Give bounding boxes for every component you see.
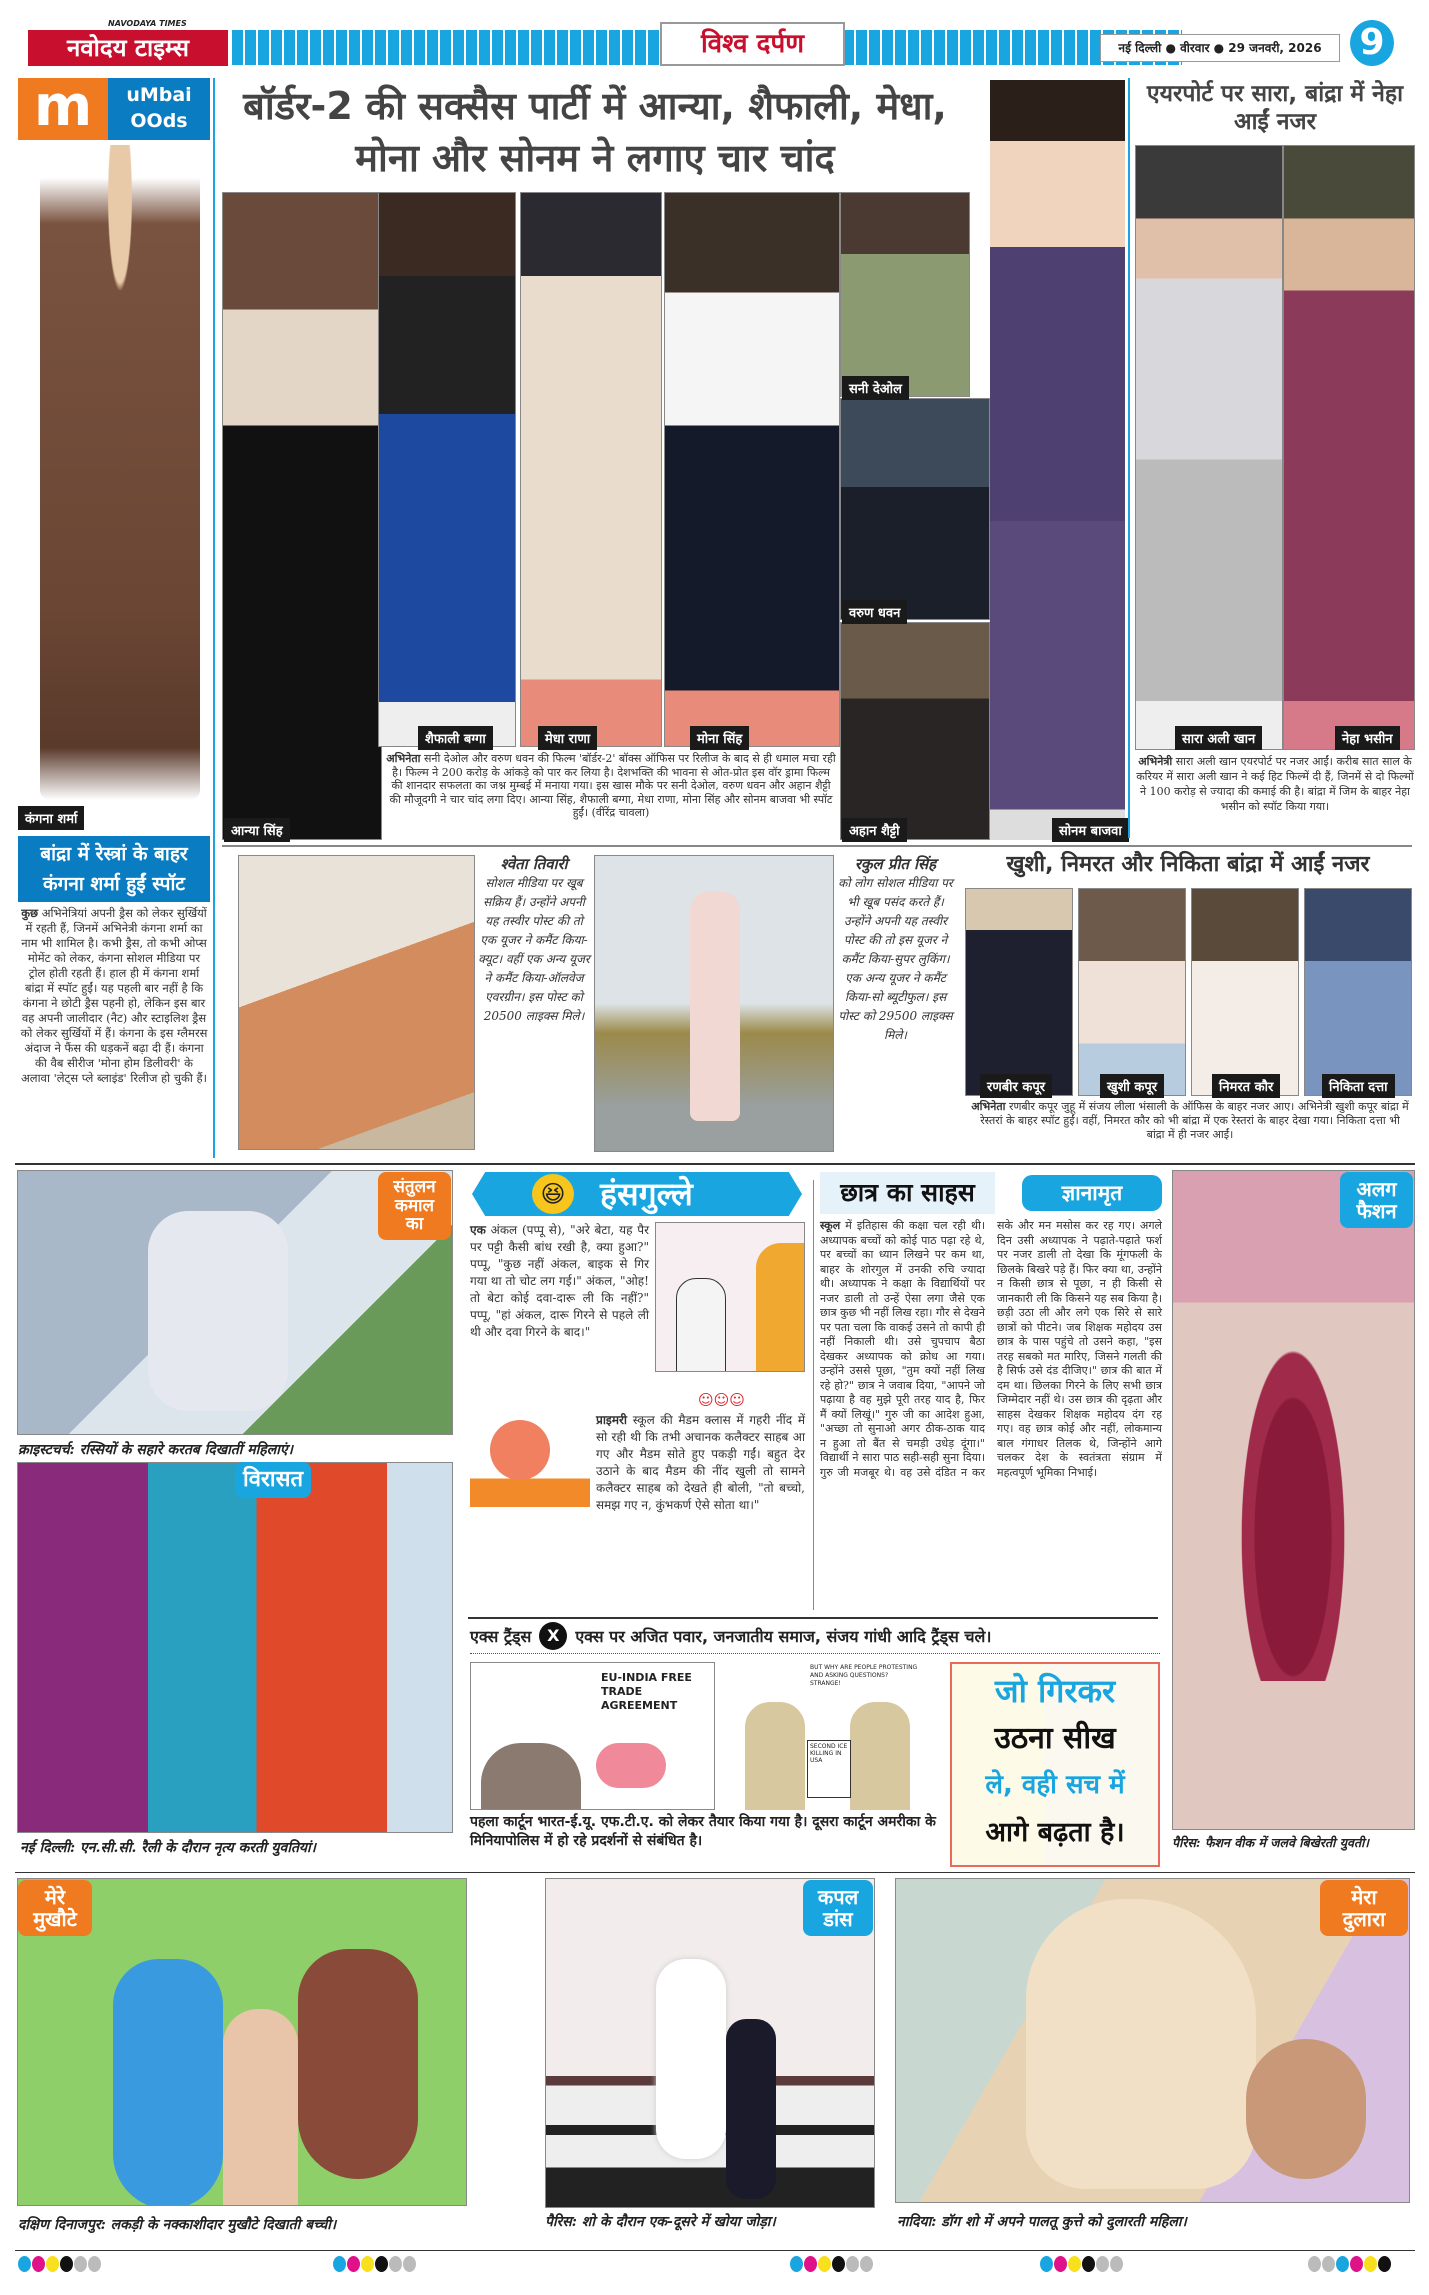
label-sara: सारा अली खान xyxy=(1175,726,1262,750)
kangana-article xyxy=(20,906,208,1086)
mumbai-moods-logo xyxy=(18,74,210,140)
moods-line1: uMbai xyxy=(126,84,192,106)
photo-ahan xyxy=(840,622,990,840)
dog-tag: मेरा दुलारा xyxy=(1320,1880,1408,1936)
photo-fashion xyxy=(1172,1170,1415,1830)
cartoon1-text: EU-INDIA FREE TRADE AGREEMENT xyxy=(601,1671,692,1712)
divider xyxy=(468,1617,1158,1619)
sleeping-girl-illustration xyxy=(470,1412,590,1507)
column-rule xyxy=(213,78,215,1158)
shweta-body: सोशल मीडिया पर खूब सक्रिय हैं। उन्होंने अपनी यह तस्वीर पोस्ट की तो एक यूजर ने कमैंट किया-क्यूट। वहीं एक अन्य यूजर ने कमैंट किया-ऑलवेज एवरग्रीन। इस पोस्ट को 20500 लाइक्स मिले। xyxy=(478,876,590,1023)
ballerina xyxy=(656,1959,726,2159)
airport-lead: अभिनेत्री xyxy=(1138,755,1173,768)
dance-tag: कपल डांस xyxy=(803,1880,873,1936)
dateline: नई दिल्ली ● वीरवार ● 29 जनवरी, 2026 xyxy=(1100,34,1340,62)
smileys-icon: ☺☺☺ xyxy=(698,1391,745,1409)
quote-line-4: आगे बढ़ता है। xyxy=(985,1817,1125,1848)
label-sunny: सनी देओल xyxy=(842,376,909,400)
x-logo-icon: X xyxy=(539,1622,567,1650)
joke-1 xyxy=(470,1222,805,1372)
photo-khushi xyxy=(1078,888,1186,1096)
officer-1 xyxy=(745,1702,805,1810)
cartoon2-newspaper: SECOND ICE KILLING IN USA xyxy=(807,1740,851,1798)
joke2-body: स्कूल की मैडम क्लास में गहरी नींद में सो रही थी कि तभी अचानक कलैक्टर साहब आ गए और मैडम सोते हुए पकड़ी गईं। बहुत देर उठाने के बाद मैडम की नींद खुली तो सामने कलैक्टर साहब को देखते ही बोली, "तो बच्चो, समझ गए न, कुंभकर्ण ऐसे सोता था।" xyxy=(596,1413,805,1512)
label-aanya: आन्या सिंह xyxy=(224,818,290,842)
brown-mask xyxy=(298,1949,418,2179)
heritage-tag: विरासत xyxy=(235,1462,311,1498)
elephant xyxy=(481,1743,581,1810)
acrobat-tag: संतुलन कमाल का xyxy=(378,1172,451,1240)
trends-label: एक्स ट्रैंड्स xyxy=(470,1627,532,1646)
dog-caption: नादिया: डॉग शो में अपने पालतू कुत्ते को दुलारती महिला। xyxy=(897,2214,1187,2230)
joke-2 xyxy=(470,1412,805,1514)
masks-tag: मेरे मुखौटे xyxy=(18,1880,92,1936)
color-dots xyxy=(333,2256,417,2276)
bandra-headline: खुशी, निमरत और निकिता बांद्रा में आईं नजर xyxy=(1006,852,1370,877)
rakul-body: को लोग सोशल मीडिया पर भी खूब पसंद करते हैं। उन्होंने अपनी यह तस्वीर पोस्ट की तो इस यूजर ने कमैंट किया-सुपर लुकिंग। एक अन्य यूजर ने कमैंट किया-सो ब्यूटीफुल। इस पोस्ट को 29500 लाइक्स मिले। xyxy=(838,876,953,1042)
color-dots xyxy=(18,2256,102,2276)
photo-rakul xyxy=(594,855,834,1152)
label-ahan: अहान शैट्टी xyxy=(842,818,907,842)
jokes-title: हंसगुल्ले xyxy=(600,1175,693,1213)
cartoon-police xyxy=(725,1662,945,1810)
photo-shweta xyxy=(238,855,475,1150)
divider xyxy=(15,1872,1415,1873)
masthead-small: NAVODAYA TIMES xyxy=(108,19,187,28)
story-lead: स्कूल xyxy=(820,1219,841,1232)
shweta-text xyxy=(478,855,590,1026)
quote-line-1: जो गिरकर xyxy=(994,1672,1116,1710)
label-sonam: सोनम बाजवा xyxy=(1052,818,1129,842)
label-ranbir: रणबीर कपूर xyxy=(980,1074,1052,1098)
border-body: सनी देओल और वरुण धवन की फिल्म 'बॉर्डर-2' बॉक्स ऑफिस पर रिलीज के बाद से ही धमाल मचा रही है। फिल्म ने 200 करोड़ के आंकड़े को पार कर लिया है। देशभक्ति की भावना से ओत-प्रोत इस वॉर ड्रामा फिल्म की शानदार सफलता का जश्न मुम्बई में मनाया गया। इस खास मौके पर सनी देओल, वरुण धवन और अहान शैट्टी की मौजूदगी ने चार चांद लगा दिए। आन्या सिंह, शैफाली बग्गा, मेधा राणा, मोना सिंह और सोनम बाजवा भी स्पॉट हुईं। (वींरेंद्र चावला) xyxy=(389,752,836,819)
photo-heritage xyxy=(17,1462,453,1833)
rakul-name: रकुल प्रीत सिंह xyxy=(854,855,937,873)
photo-sara xyxy=(1135,145,1283,750)
heritage-caption: नई दिल्ली: एन.सी.सी. रैली के दौरान नृत्य करती युवतियां। xyxy=(20,1840,316,1856)
trends-bar xyxy=(470,1622,1160,1654)
dance-caption: पैरिस: शो के दौरान एक-दूसरे में खोया जोड़ा। xyxy=(545,2214,776,2230)
laughing-emoji-icon: 😆 xyxy=(532,1174,574,1214)
cartoon2-bubble: BUT WHY ARE PEOPLE PROTESTING AND ASKING QUESTIONS? STRANGE! xyxy=(810,1664,918,1687)
masks-caption: दक्षिण दिनाजपुर: लकड़ी के नक्काशीदार मुखौटे दिखाती बच्ची। xyxy=(18,2217,337,2233)
joke2-lead: प्राइमरी xyxy=(596,1413,628,1427)
quote-line-3: ले, वही सच में xyxy=(985,1770,1125,1800)
photo-nikita xyxy=(1304,888,1412,1096)
label-varun: वरुण धवन xyxy=(842,600,907,624)
photo-sonam xyxy=(990,80,1125,840)
label-nikita: निकिता दत्ता xyxy=(1322,1074,1395,1098)
fashion-tag: अलग फैशन xyxy=(1340,1172,1413,1228)
girl-head xyxy=(490,1420,550,1480)
dress-shape xyxy=(690,891,740,1121)
kangana-body: अभिनेत्रियां अपनी ड्रैस को लेकर सुर्खियों में रहती हैं, जिनमें अभिनेत्री कंगना शर्मा का नाम भी शामिल है। कभी ड्रैस, तो कभी ओप्स मोमेंट को लेकर, कंगना सोशल मीडिया पर ट्रोल होती रहती हैं। हाल ही में कंगना शर्मा बांद्रा में स्पॉट हुईं। यह पहली बार नहीं है कि कंगना ने छोटी ड्रैस पहनी हो, लेकिन इस बार वह अपनी जालीदार (नैट) और स्टाइलिश ड्रैस को लेकर सुर्खियों में हैं। कंगना के इस ग्लैमरस अंदाज ने फैंस की धड़कनें बढ़ा दी हैं। कंगना की वैब सीरीज 'मोना होम डिलीवरी' के अलावा 'लेट्स प्ले ब्लाइंड' रिलीज हो चुकी हैं। xyxy=(20,906,208,1085)
joke1-body: अंकल (पप्पू से), "अरे बेटा, यह पैर पर पट्टी कैसी बांध रखी है, क्या हुआ?" पप्पू, "कुछ नहीं अंकल, बाइक से गिर गया था तो चोट लग गई।" अंकल, "ओह! तो बेटा कोई दवा-दारू ली कि नहीं?" पप्पू, "हां अंकल, दारू गिरने से पहले ली थी और दवा गिरने के बाद।" xyxy=(470,1223,649,1339)
moods-m: m xyxy=(18,78,108,140)
label-nimrat: निमरत कौर xyxy=(1212,1074,1280,1098)
airport-headline: एयरपोर्ट पर सारा, बांद्रा में नेहा आईं नजर xyxy=(1146,81,1404,135)
photo-neha xyxy=(1283,145,1415,750)
logo: नवोदय टाइम्स xyxy=(28,30,228,66)
airport-article xyxy=(1135,754,1415,814)
acrobat-shape xyxy=(148,1211,288,1411)
column-rule xyxy=(1128,78,1130,838)
column-rule xyxy=(813,1180,814,1610)
photo-mona xyxy=(664,192,840,747)
photo-ranbir xyxy=(965,888,1073,1096)
registration-marks xyxy=(18,2256,1418,2276)
cartoon-caption: पहला कार्टून भारत-ई.यू. एफ.टी.ए. को लेकर तैयार किया गया है। दूसरा कार्टून अमरीका के मिनियापोलिस में हो रहे प्रदर्शनों से संबंधित है। xyxy=(470,1814,936,1849)
story-article xyxy=(820,1172,1162,1480)
photo-shaifali xyxy=(378,192,516,747)
photo-sunny xyxy=(840,192,970,397)
quote-line-2: उठना सीख xyxy=(994,1721,1116,1756)
photo-nimrat xyxy=(1191,888,1299,1096)
kangana-photo xyxy=(40,145,200,800)
label-medha: मेधा राणा xyxy=(538,726,597,750)
label-khushi: खुशी कपूर xyxy=(1100,1074,1164,1098)
cartoon-eu-india xyxy=(470,1662,715,1810)
border-lead: अभिनेता xyxy=(386,752,421,765)
pappu-figure xyxy=(676,1278,726,1372)
photo-varun xyxy=(840,398,990,620)
officer-2 xyxy=(850,1702,910,1810)
moods-line2: OOds xyxy=(130,110,188,132)
color-dots xyxy=(1040,2256,1124,2276)
acrobat-caption: क्राइस्टचर्च: रस्सियों के सहारे करतब दिखातीं महिलाएं। xyxy=(18,1442,293,1458)
moods-text xyxy=(108,78,210,140)
airport-body: सारा अली खान एयरपोर्ट पर नजर आईं। करीब सात साल के करियर में सारा अली खान ने कई हिट फिल्में दी हैं, जिनमें से दो फिल्मों ने 100 करोड़ से ज्यादा की कमाई की है। बांद्रा में जिम के बाहर नेहा भसीन को स्पॉट किया गया। xyxy=(1136,755,1414,813)
fashion-caption: पैरिस: फैशन वीक में जलवे बिखेरती युवती। xyxy=(1172,1835,1370,1850)
shweta-name: श्वेता तिवारी xyxy=(500,855,568,873)
bull xyxy=(596,1743,666,1788)
girl xyxy=(223,2009,298,2206)
story-body: में इतिहास की कक्षा चल रही थी। अध्यापक बच्चों को कोई पाठ पढ़ा रहे थे, पर बच्चों का ध्यान लिखने पर कम था, बाहर के शोरगुल में उनकी रुचि ज्यादा थी। अध्यापक ने कक्षा के विद्यार्थियों पर नजर डाली तो उन्हें ऐसा लगा जैसे एक छात्र कुछ भी नहीं लिख रहा। गौर से देखने पर पता चला कि वाकई उसने तो कापी ही नहीं निकाली थी। उसे चुपचाप बैठा देखकर अध्यापक को क्रोध आ गया। उन्होंने उससे पूछा, "तुम क्यों नहीं लिख रहे हो?" छात्र ने जवाब दिया, "आपने जो पढ़ाया है वह मुझे पूरी तरह याद है, फिर मैं क्यों लिखूं।" गुरु जी का आदेश हुआ, "अच्छा तो सुनाओ अगर ठीक-ठाक याद न हुआ तो बैंत से चमड़ी उधेड़ दूंगा।" विद्यार्थी ने सारा पाठ सही-सही सुना दिया। गुरु जी मजबूर थे। वह उसे दंडित न कर सके और मन मसोस कर रह गए। अगले दिन उसी अध्यापक ने पढ़ाते-पढ़ाते फर्श पर नजर डाली तो देखा कि मूंगफली के छिलके बिखरे पड़े हैं। फिर क्या था, उन्होंने न किसी छात्र से पूछा, न ही किसी से जानकारी ली कि किसने यह सब किया है। छड़ी उठा ली और लगे एक सिरे से सारे छात्रों को पीटने। जब शिक्षक महोदय उस छात्र के पास पहुंचे तो उसने कहा, "इस तरह सबको मत मारिए, जिसने गलती की है सिर्फ उसे दंड दीजिए।" छात्र की बात में दम था। छिलका गिरने के लिए सभी छात्र जिम्मेदार नहीं थे। उस छात्र की दृढ़ता और साहस देखकर शिक्षक महोदय दंग रह गए। वह छात्र कोई और नहीं, लोकमान्य बाल गंगाधर तिलक थे, जिन्होंने आगे चलकर देश के स्वतंत्रता संग्राम में महत्वपूर्ण भूमिका निभाई। xyxy=(820,1219,1162,1479)
blue-mask xyxy=(113,1959,223,2206)
color-dots xyxy=(1308,2256,1392,2276)
bandra-article xyxy=(970,1100,1410,1142)
divider xyxy=(15,2250,1415,2251)
dog xyxy=(1026,1899,1256,2189)
kangana-lead: कुछ xyxy=(21,906,39,920)
cartoon-uncle-pappu xyxy=(655,1222,805,1372)
divider xyxy=(222,845,1412,847)
section-title: विश्व दर्पण xyxy=(660,22,845,66)
bandra-body: रणबीर कपूर जुहू में संजय लीला भंसाली के ऑफिस के बाहर नजर आए। अभिनेत्री खुशी कपूर बांद्रा में रेस्तरां के बाहर स्पॉट हुईं। वहीं, निमरत कौर को भी बांद्रा में एक रेस्तरां के बाहर देखा गया। निकिता दत्ता भी बांद्रा में ही नजर आईं। xyxy=(980,1100,1409,1141)
kangana-label: कंगना शर्मा xyxy=(18,806,84,830)
uncle-figure xyxy=(756,1243,805,1372)
story-title: छात्र का साहस xyxy=(820,1172,995,1214)
dress-shape xyxy=(1233,1321,1353,1681)
story-heading-row xyxy=(820,1172,1162,1214)
color-dots xyxy=(790,2256,874,2276)
label-shaifali: शैफाली बग्गा xyxy=(418,726,493,750)
border-headline: बॉर्डर-2 की सक्सैस पार्टी में आन्या, शैफाली, मेधा, मोना और सोनम ने लगाए चार चांद xyxy=(243,84,947,180)
divider xyxy=(15,1163,1415,1165)
rakul-text xyxy=(838,855,953,1045)
joke1-lead: एक xyxy=(470,1223,486,1237)
page-number: 9 xyxy=(1350,20,1394,66)
bandra-lead: अभिनेता xyxy=(971,1100,1006,1113)
photo-aanya xyxy=(222,192,382,840)
trends-text: एक्स पर अजित पवार, जनजातीय समाज, संजय गांधी आदि ट्रैंड्स चले। xyxy=(575,1627,992,1646)
photo-medha xyxy=(520,192,662,747)
label-neha: नेहा भसीन xyxy=(1335,726,1400,750)
kangana-headline: बांद्रा में रेस्त्रां के बाहर कंगना शर्मा हुईं स्पॉट xyxy=(18,836,210,902)
story-badge: ज्ञानामृत xyxy=(1022,1175,1162,1211)
quote-box xyxy=(950,1662,1160,1867)
label-mona: मोना सिंह xyxy=(690,726,749,750)
border-article xyxy=(385,752,837,820)
dancer xyxy=(726,2019,776,2199)
woman xyxy=(1246,2039,1366,2179)
